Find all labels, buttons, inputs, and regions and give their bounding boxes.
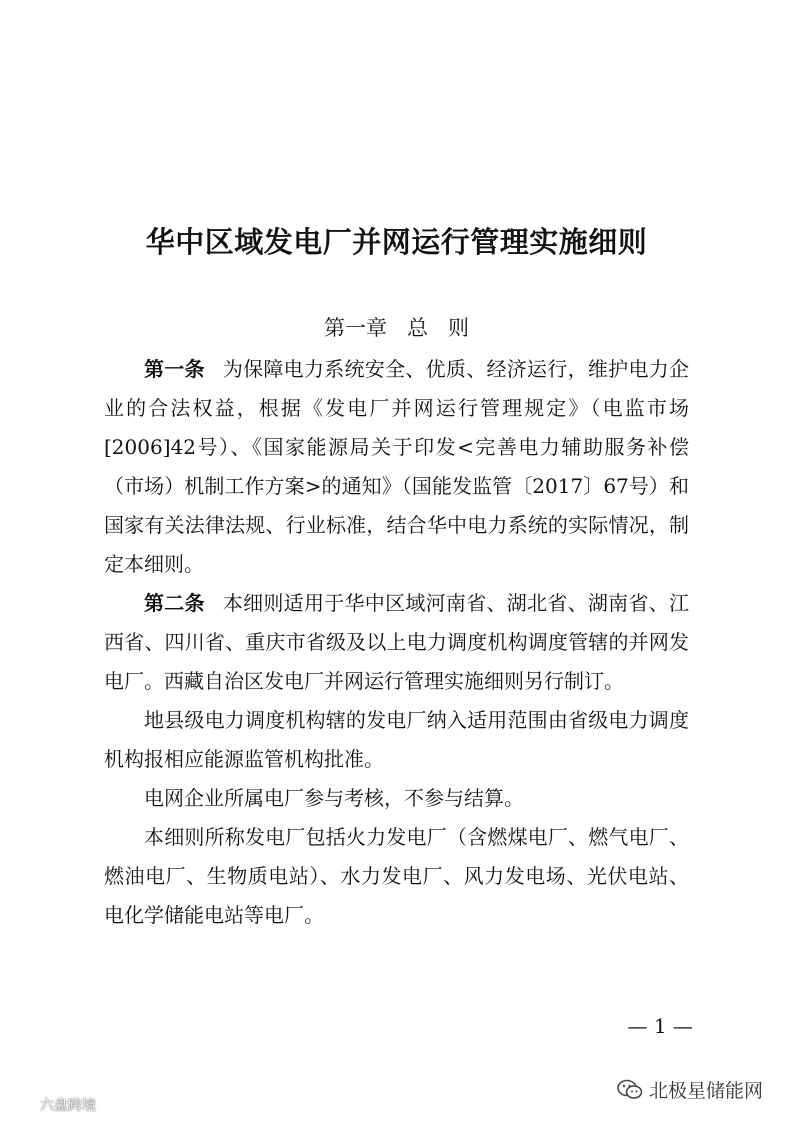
article-label: 第二条 [144, 591, 205, 615]
paragraph: 地县级电力调度机构辖的发电厂纳入适用范围由省级电力调度机构报相应能源监管机构批准。 [104, 708, 689, 771]
article-label: 第一条 [144, 357, 205, 381]
document-body [104, 350, 689, 935]
article-text: 本细则适用于华中区域河南省、湖北省、湖南省、江西省、四川省、重庆市省级及以上电力调度机构调度管辖的并网发电厂。西藏自治区发电厂并网运行管理实施细则另行制订。 [104, 591, 690, 693]
article-1 [104, 350, 689, 584]
document-title: 华中区域发电厂并网运行管理实施细则 [145, 225, 648, 259]
wechat-icon [617, 1079, 643, 1101]
paragraph: 本细则所称发电厂包括火力发电厂（含燃煤电厂、燃气电厂、燃油电厂、生物质电站）、水力发电厂、风力发电场、光伏电站、电化学储能电站等电厂。 [104, 825, 689, 927]
watermark-right [617, 1076, 763, 1103]
chapter-heading: 第一章 总 则 [323, 316, 470, 340]
article-text: 为保障电力系统安全、优质、经济运行，维护电力企业的合法权益，根据《发电厂并网运行管理规定》（电监市场[2006]42号）、《国家能源局关于印发<完善电力辅助服务补偿（市场）机制工作方案>的通知》（国能发监管〔2017〕67号）和国家有关法律法规、行业标准，结合华中电力系统的实际情况，制定本细则。 [104, 357, 690, 576]
article-2 [104, 584, 689, 701]
page-number: — 1 — [627, 1014, 693, 1038]
paragraph: 电网企业所属电厂参与考核，不参与结算。 [144, 786, 524, 810]
watermark-logo-icon [6, 1094, 36, 1116]
watermark-right-text: 北极星储能网 [648, 1080, 763, 1102]
watermark-left [6, 1094, 96, 1116]
watermark-left-text: 六盘跨境 [40, 1098, 96, 1114]
